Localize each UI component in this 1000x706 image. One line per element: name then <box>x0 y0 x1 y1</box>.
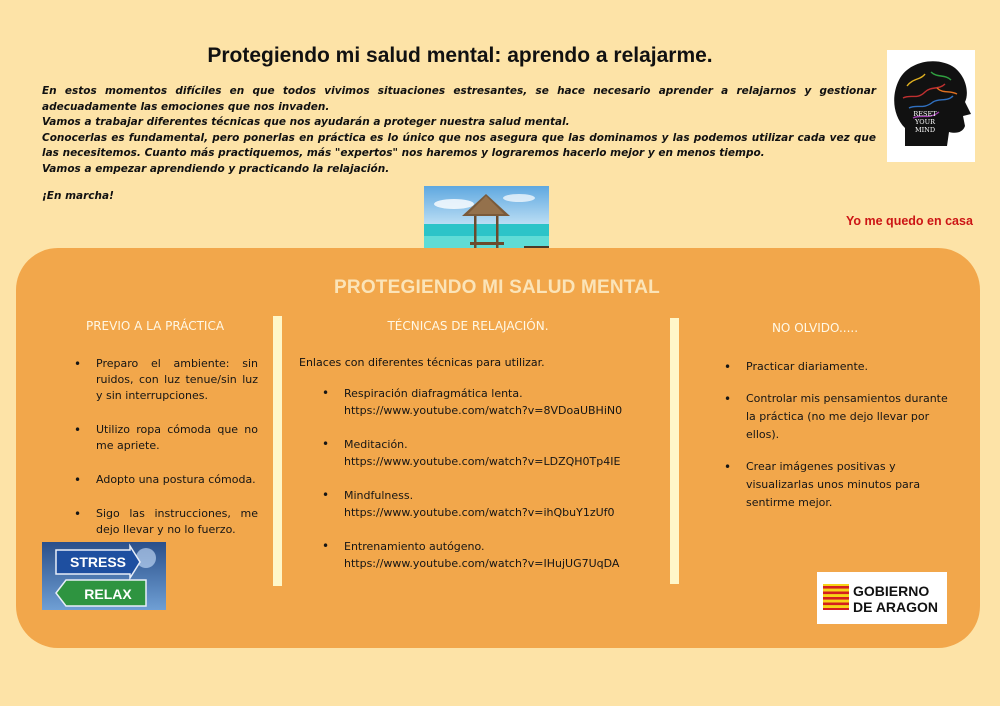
logo-line2: DE ARAGON <box>853 599 939 615</box>
mind-line: MIND <box>914 126 936 134</box>
middle-column-heading: TÉCNICAS DE RELAJACIÓN. <box>387 319 549 333</box>
list-item <box>318 385 658 419</box>
intro-paragraph: Vamos a empezar aprendiendo y practicando la relajación. <box>42 162 390 175</box>
techniques-intro: Enlaces con diferentes técnicas para utilizar. <box>299 356 545 369</box>
intro-paragraph: Conocerlas es fundamental, pero ponerlas en práctica es lo único que nos asegura que las dominamos y las podemos utilizar cada vez que las necesitemos. Cuanto más practiquemos, más "expertos" nos haremos y lograremos hacerlo mejor y en menos tiempo. <box>42 131 876 159</box>
reset-line: RESET <box>913 110 937 118</box>
technique-name: • Entrenamiento autógeno. <box>344 540 485 553</box>
panel-title: PROTEGIENDO MI SALUD MENTAL <box>334 277 660 298</box>
intro-paragraph: En estos momentos difíciles en que todos vivimos situaciones estresantes, se hace necesario aprender a relajarnos y gestionar adecuadamente las emociones que nos invaden. <box>42 85 876 113</box>
preparation-list <box>70 356 258 556</box>
page-title: Protegiendo mi salud mental: aprendo a relajarme. <box>207 44 713 67</box>
technique-name: • Respiración diafragmática lenta. <box>344 387 523 400</box>
aragon-flag-icon <box>823 584 849 610</box>
gobierno-aragon-logo <box>817 572 947 624</box>
techniques-list <box>318 385 658 589</box>
logo-line1: GOBIERNO <box>853 583 930 599</box>
technique-name: • Meditación. <box>344 438 408 451</box>
stay-home-text: Yo me quedo en casa <box>846 214 973 228</box>
right-column-heading: NO OLVIDO..... <box>771 321 859 335</box>
technique-link[interactable]: https://www.youtube.com/watch?v=8VDoaUBHiN0 <box>344 404 623 417</box>
intro-paragraph: ¡En marcha! <box>42 190 114 202</box>
list-item: • Preparo el ambiente: sin ruidos, con luz tenue/sin luz y sin interrupciones. <box>70 356 258 404</box>
stress-label: STRESS <box>69 554 127 570</box>
column-divider <box>670 318 679 584</box>
intro-paragraph: Vamos a trabajar diferentes técnicas que nos ayudarán a proteger nuestra salud mental. <box>42 116 570 128</box>
list-item: • Utilizo ropa cómoda que no me apriete. <box>70 422 258 454</box>
list-item <box>318 436 658 470</box>
technique-name: • Mindfulness. <box>344 489 414 502</box>
list-item <box>318 487 658 521</box>
column-divider <box>273 316 282 586</box>
reset-your-mind-image <box>887 50 975 162</box>
list-item: • Adopto una postura cómoda. <box>70 472 258 488</box>
list-item: • Practicar diariamente. <box>720 358 960 376</box>
your-line: YOUR <box>915 118 935 126</box>
technique-link[interactable]: https://www.youtube.com/watch?v=ihQbuY1zUf0 <box>344 506 615 519</box>
technique-link[interactable]: https://www.youtube.com/watch?v=IHujUG7UqDA <box>344 557 620 570</box>
stress-relax-image <box>42 542 166 610</box>
list-item: • Crear imágenes positivas y visualizarlas unos minutos para sentirme mejor. <box>720 458 960 512</box>
reminders-list <box>720 358 960 526</box>
left-column-heading: PREVIO A LA PRÁCTICA <box>85 319 225 333</box>
list-item: • Controlar mis pensamientos durante la práctica (no me dejo llevar por ellos). <box>720 390 960 444</box>
list-item: • Sigo las instrucciones, me dejo llevar y no lo fuerzo. <box>70 506 258 538</box>
list-item <box>318 538 658 572</box>
relax-label: RELAX <box>84 586 132 602</box>
technique-link[interactable]: https://www.youtube.com/watch?v=LDZQH0Tp4IE <box>344 455 621 468</box>
